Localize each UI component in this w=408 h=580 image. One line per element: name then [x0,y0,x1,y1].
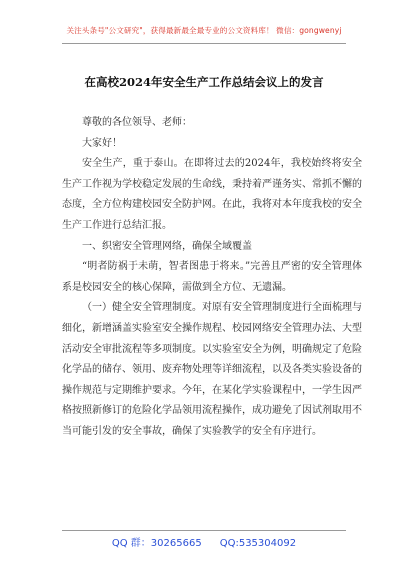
intro-paragraph: 安全生产，重于泰山。在即将过去的2024年，我校始终将安全生产工作视为学校稳定发展的生命线，秉持着严谨务实、常抓不懈的态度，全方位构建校园安全防护网。在此，我将对本年度我校的安全生产工作进行总结汇报。 [62,158,362,231]
document-body [62,113,362,443]
greeting-line: 大家好！ [82,137,122,149]
header-promo-note: 关注头条号"公文研究"，获得最新最全最专业的公文资料库！ 微信：gongwenyj [66,26,342,35]
header-divider [62,43,346,44]
salutation: 尊敬的各位领导、老师： [82,117,192,128]
subsection-paragraph: （一）健全安全管理制度。对原有安全管理制度进行全面梳理与细化，新增涵盖实验室安全操作规程、校园网络安全管理办法、大型活动安全审批流程等多项制度。以实验室安全为例，明确规定了危险化学品的储存、领用、废弃物处理等详细流程，以及各类实验设备的操作规范与定期维护要求。今年，在某化学实验课程中，一学生因严格按照新修订的危险化学品领用流程操作，成功避免了因试剂取用不当可能引发的安全事故，确保了实验教学的安全有序进行。 [62,302,362,437]
document-title: 在高校2024年安全生产工作总结会议上的发言 [84,75,324,89]
footer-qq-group: QQ 群：30265665 [111,538,202,549]
section-paragraph: “明者防祸于未萌，智者图患于将来。”完善且严密的安全管理体系是校园安全的核心保障，需做到全方位、无遗漏。 [62,261,362,293]
footer-qq: QQ:535304092 [219,538,297,549]
section-heading: 一、织密安全管理网络，确保全域覆盖 [82,240,252,252]
footer-divider [62,530,346,531]
footer-contact [0,534,408,549]
